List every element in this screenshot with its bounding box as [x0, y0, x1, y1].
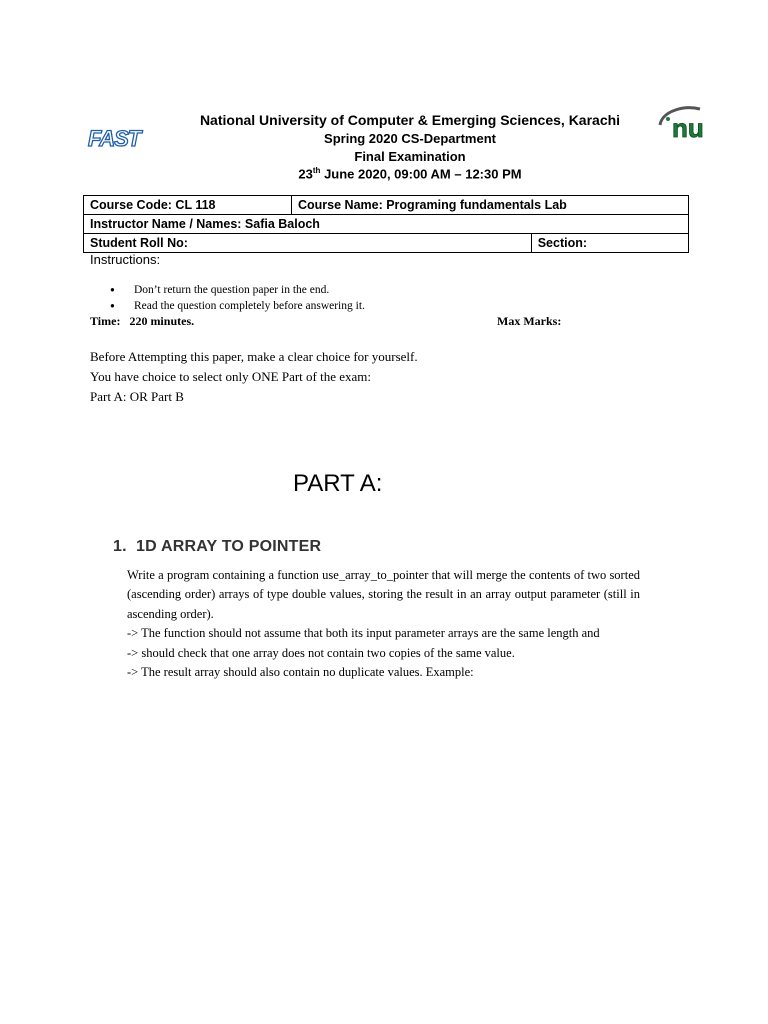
- section-cell: Section:: [531, 234, 688, 253]
- fast-logo: [87, 124, 141, 151]
- question-body: [127, 566, 640, 682]
- choice-line: Before Attempting this paper, make a clear choice for yourself.: [90, 349, 418, 364]
- list-item: ● Read the question completely before answering it.: [110, 298, 365, 314]
- question-heading: 1. 1D ARRAY TO POINTER: [113, 538, 322, 555]
- semester-line: Spring 2020 CS-Department: [324, 131, 496, 146]
- max-marks: Max Marks:: [497, 314, 562, 328]
- nu-logo: [656, 103, 718, 143]
- instructor-cell: Instructor Name / Names: Safia Baloch: [84, 215, 689, 234]
- question-line: -> The result array should also contain no duplicate values. Example:: [127, 665, 474, 680]
- course-name-cell: Course Name: Programing fundamentals Lab: [292, 196, 689, 215]
- choice-line: Part A: OR Part B: [90, 389, 184, 404]
- svg-text:FAST: FAST: [88, 126, 141, 151]
- part-title: PART A:: [293, 470, 383, 497]
- question-line: -> The function should not assume that both its input parameter arrays are the same length and: [127, 626, 600, 641]
- instructions-heading: Instructions:: [90, 252, 161, 267]
- university-name: National University of Computer & Emerging Sciences, Karachi: [199, 112, 621, 128]
- svg-text:nu: nu: [672, 113, 704, 143]
- course-info-table: [83, 195, 689, 253]
- question-paragraph: Write a program containing a function use_array_to_pointer that will merge the contents of two sorted (ascending order) arrays of type double values, storing the result in an array output parameter (still in ascending order).: [127, 568, 640, 621]
- roll-no-cell: Student Roll No:: [84, 234, 532, 253]
- list-item: ● Don’t return the question paper in the end.: [110, 282, 365, 298]
- time-limit: Time: 220 minutes.: [90, 314, 195, 328]
- question-line: -> should check that one array does not contain two copies of the same value.: [127, 645, 515, 660]
- choice-line: You have choice to select only ONE Part of the exam:: [90, 369, 371, 384]
- choice-instructions: [90, 347, 418, 407]
- exam-date: 23th June 2020, 09:00 AM – 12:30 PM: [298, 166, 522, 182]
- course-code-cell: Course Code: CL 118: [84, 196, 292, 215]
- instructions-list: [110, 282, 365, 314]
- exam-title: Final Examination: [354, 149, 466, 164]
